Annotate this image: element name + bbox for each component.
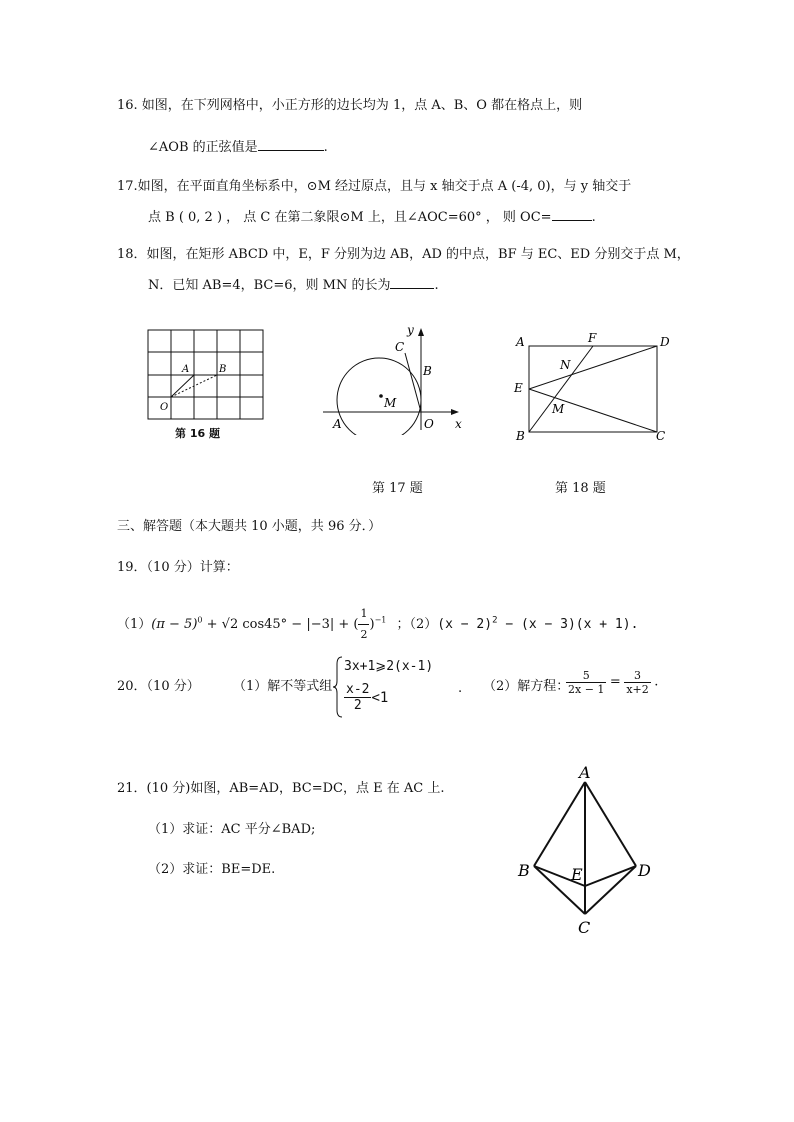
label-D: D	[638, 861, 651, 880]
q17-line2	[148, 208, 596, 226]
section-3-heading: 三、解答题（本大题共 10 小题，共 96 分．）	[117, 519, 382, 534]
label-A: A	[182, 364, 190, 375]
label-E: E	[571, 865, 583, 884]
q20-eq-end: .	[654, 674, 659, 690]
segment-OA	[171, 375, 194, 397]
q16-end: .	[323, 140, 328, 155]
q20-ineq2-den: 2	[353, 698, 362, 713]
label-x: x	[455, 417, 462, 431]
q20-equation	[566, 669, 658, 696]
q19-part2-sup: 2	[492, 615, 498, 626]
label-O: O	[160, 402, 169, 413]
label-B: B	[518, 861, 530, 880]
q19-title: 19．（10 分）计算：	[117, 560, 239, 575]
circle-M	[337, 358, 421, 435]
label-F: F	[588, 331, 597, 345]
q20-eq-left	[566, 669, 606, 696]
label-A: A	[333, 417, 342, 431]
q16-text: ∠AOB 的正弦值是	[148, 140, 258, 155]
q19-part2-expr-b: − (x − 3)(x + 1).	[497, 617, 639, 632]
q20-eq-right-num: 3	[624, 669, 650, 683]
label-C: C	[395, 340, 405, 354]
q18-text: N．已知 AB=4，BC=6，则 MN 的长为	[148, 278, 391, 293]
label-D: D	[660, 335, 670, 349]
figure-21-kite	[508, 762, 668, 942]
q17-answer-blank	[552, 208, 592, 221]
figure-17-caption: 第 17 题	[372, 481, 423, 496]
q20-inequality-2	[344, 682, 388, 713]
q20-eq-right-den: x+2	[626, 683, 649, 696]
label-A: A	[516, 335, 525, 349]
q18-line1: 18．如图，在矩形 ABCD 中，E，F 分别为边 AB，AD 的中点，BF 与 EC、ED 分别交于点 M，	[117, 247, 690, 262]
label-C: C	[656, 429, 666, 443]
label-B: B	[423, 364, 432, 378]
label-A: A	[579, 763, 591, 782]
label-M: M	[384, 396, 397, 410]
q18-answer-blank	[390, 276, 434, 289]
q19-separator: ；	[396, 617, 410, 632]
label-C: C	[578, 918, 591, 937]
q18-line2	[148, 276, 439, 294]
q20-ineq2-num: x-2	[346, 682, 370, 697]
q19-part1-label: （1）	[117, 617, 152, 632]
center-M	[379, 394, 383, 398]
q20-eq-left-den: 2x − 1	[568, 683, 605, 696]
figure-16-grid	[145, 327, 270, 423]
q16-line1: 16. 如图，在下列网格中，小正方形的边长均为 1，点 A、B、O 都在格点上，则	[117, 98, 583, 113]
q20-ineq2-fraction	[344, 682, 371, 713]
q19-fraction	[358, 604, 369, 645]
q20-system-brace	[333, 656, 343, 718]
y-axis-arrow	[418, 328, 424, 336]
q20-eq-sign: =	[609, 674, 621, 690]
q20-eq-right	[624, 669, 650, 696]
label-O: O	[424, 417, 434, 431]
q20-part2-label: （2）解方程：	[483, 679, 570, 694]
q19-part1-sup-c: −1	[374, 615, 387, 625]
q21-line3: （2）求证：BE=DE.	[148, 862, 276, 877]
q17-text: 点 B ( 0, 2 ) ， 点 C 在第二象限⊙M 上，且∠AOC=60° ， 则 OC=	[148, 210, 552, 225]
label-B: B	[219, 364, 227, 375]
chord-CO	[405, 353, 421, 412]
q20-dot: .	[458, 681, 463, 696]
label-M: M	[552, 402, 565, 416]
label-E: E	[514, 381, 523, 395]
q16-answer-blank	[258, 138, 324, 151]
q19-part2-label: （2）	[409, 617, 438, 632]
rect-ABCD	[529, 346, 657, 432]
figure-17-circle	[318, 320, 468, 435]
figure-16-caption: 第 16 题	[175, 427, 220, 440]
figure-18-rectangle	[508, 328, 678, 448]
q19-part2-expr-a: (x − 2)	[437, 617, 493, 632]
q19-part1-expr-c: )	[369, 617, 375, 632]
q20-ineq2-rel: <1	[371, 690, 389, 706]
q17-line1: 17.如图，在平面直角坐标系中，⊙M 经过原点，且与 x 轴交于点 A (-4, 0)，与 y 轴交于	[117, 179, 632, 194]
q20-part1-label: （1）解不等式组	[233, 679, 333, 694]
q18-end: .	[434, 278, 439, 293]
q19-part1-sup-a: 0	[197, 615, 203, 625]
q21-line2: （1）求证：AC 平分∠BAD;	[148, 822, 316, 837]
q19-frac-num: 1	[358, 604, 369, 625]
label-B: B	[516, 429, 525, 443]
q19-part1-expr-b: + √2 cos45° − |−3| + (	[202, 617, 359, 632]
q17-end: .	[591, 210, 596, 225]
q19-part1-expr-a: (π − 5)	[151, 617, 198, 632]
q20-title: 20．（10 分）	[117, 679, 200, 694]
q19-parts	[117, 604, 638, 645]
q20-inequality-1: 3x+1⩾2(x-1)	[344, 659, 434, 674]
label-y: y	[407, 323, 414, 337]
q20-eq-left-num: 5	[566, 669, 606, 683]
q21-line1: 21．(10 分)如图，AB=AD，BC=DC，点 E 在 AC 上.	[117, 781, 445, 796]
label-N: N	[560, 358, 571, 372]
x-axis-arrow	[451, 409, 459, 415]
figure-18-caption: 第 18 题	[555, 481, 606, 496]
segment-ED	[529, 346, 657, 389]
q19-frac-den: 2	[360, 628, 368, 641]
segment-EC	[529, 389, 657, 432]
q16-line2	[148, 138, 328, 156]
